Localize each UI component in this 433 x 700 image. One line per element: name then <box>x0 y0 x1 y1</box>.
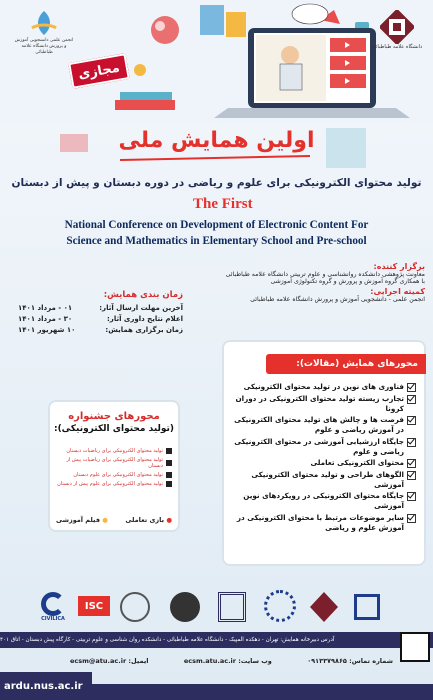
footer-address-bar <box>0 632 433 648</box>
exec-committee-heading: کمیته اجرایی: <box>370 287 425 296</box>
topic-text: تجارب زیسته تولید محتوای الکترونیکی در دوران کرونا <box>235 393 404 413</box>
organizers-line1: معاونت پژوهشی دانشکده روانشناسی و علوم تربیتی دانشگاه علامه طباطبائی <box>225 271 425 278</box>
topic-item <box>232 513 416 533</box>
topics-heading: محورهای همایش (مقالات): <box>266 354 426 374</box>
schedule-block <box>18 290 183 336</box>
dot-icon: ● <box>99 516 108 524</box>
footer-address: آدرس دبیرخانه همایش: تهران - دهکده المپیک - دانشگاه علامه طباطبائی - دانشکده روان شناسی و علوم تربیتی - کارگاه پیش دبستان - اتاق ۴۰۱ <box>0 637 335 643</box>
schedule-row <box>18 303 183 314</box>
festival-text: تولید محتوای الکترونیکی برای علوم دبستان <box>73 472 163 478</box>
topics-panel <box>222 340 426 566</box>
topic-text: محتوای الکترونیکی تعاملی <box>310 458 404 467</box>
partner-logo-icon <box>264 590 296 622</box>
phone-block <box>307 657 393 665</box>
main-title: اولین همایش ملی <box>118 128 315 153</box>
festival-heading <box>50 410 178 436</box>
checkbox-icon <box>407 438 416 447</box>
schedule-row-label: اعلام نتایج داوری آثار: <box>107 315 183 323</box>
topic-item <box>232 458 416 468</box>
bullet-icon <box>166 448 172 454</box>
festival-text: تولید محتوای الکترونیکی برای ریاضیات پیش از دبستان <box>66 457 163 469</box>
civilica-logo <box>38 592 68 622</box>
topic-item <box>232 491 416 511</box>
dot-icon: ● <box>164 516 172 524</box>
left-logo-text: انجمن علمی دانشجویی آموزش و پرورش دانشگاه علامه طباطبائی <box>14 38 74 55</box>
tag-film-label: فیلم آموزشی <box>56 516 100 524</box>
qr-code-icon <box>400 632 430 662</box>
isc-logo: ISC <box>78 596 110 616</box>
schedule-row-label: زمان برگزاری همایش: <box>105 326 183 334</box>
topics-list <box>232 382 416 533</box>
schedule-heading: زمان بندی همایش: <box>103 290 183 300</box>
civilica-label: CIVILICA <box>41 616 65 622</box>
festival-text: تولید محتوای الکترونیکی برای ریاضیات دبستان <box>66 448 163 454</box>
schedule-row-value: ۱۰ شهریور ۱۴۰۱ <box>18 326 76 334</box>
bullet-icon <box>166 472 172 478</box>
phone-value: ۰۹۱۳۳۷۹۸۶۵ <box>307 657 347 665</box>
topic-item <box>232 415 416 435</box>
topic-item <box>232 382 416 392</box>
exec-committee-line: انجمن علمی - دانشجویی آموزش و پرورش دانشگاه علامه طباطبائی <box>250 296 425 303</box>
schedule-row-value: ۰۱ - مرداد ۱۴۰۱ <box>18 304 73 312</box>
left-logo <box>14 8 74 56</box>
checkbox-icon <box>407 492 416 501</box>
civilica-icon <box>41 592 65 616</box>
right-logo-text: دانشگاه علامه طباطبائی <box>371 44 423 50</box>
watermark: ardu.nus.ac.ir <box>0 672 92 700</box>
email-block[interactable] <box>70 657 149 665</box>
checkbox-icon <box>407 459 416 468</box>
partner-logo-icon <box>120 592 150 622</box>
checkbox-icon <box>407 395 416 404</box>
title-en-first: The First <box>193 196 253 212</box>
festival-text: تولید محتوای الکترونیکی برای علوم پیش از دبستان <box>57 481 163 487</box>
schedule-row-label: آخرین مهلت ارسال آثار: <box>99 304 183 312</box>
partner-logo-icon <box>354 594 380 620</box>
festival-item <box>56 472 172 478</box>
festival-item <box>56 448 172 454</box>
email-label: ایمیل: <box>128 657 149 665</box>
topic-text: الگوهای طراحی و تولید محتوای الکترونیکی آموزشی <box>251 469 404 489</box>
website-block[interactable] <box>184 657 272 665</box>
festival-list <box>56 448 172 487</box>
virtual-badge: مجازی <box>68 53 130 89</box>
festival-heading-line2: (تولید محتوای الکترونیکی): <box>53 424 175 434</box>
checkbox-icon <box>407 514 416 523</box>
partner-logo-icon <box>310 592 338 622</box>
festival-heading-line1: محورهای جشنواره <box>68 411 160 422</box>
checkbox-icon <box>407 471 416 480</box>
email-link[interactable]: ecsm@atu.ac.ir <box>70 657 127 665</box>
organizers-line2: با همکاری گروه آموزش و پرورش و گروه تکنولوژی آموزشی <box>270 278 425 285</box>
phone-label: شماره تماس: <box>349 657 393 665</box>
organizers-block <box>170 262 425 303</box>
tag-film <box>56 516 108 524</box>
society-logo-icon <box>24 8 64 38</box>
website-link[interactable]: ecsm.atu.ac.ir <box>183 657 236 665</box>
festival-item <box>56 457 172 469</box>
topic-item <box>232 437 416 457</box>
festival-item <box>56 481 172 487</box>
checkbox-icon <box>407 416 416 425</box>
festival-panel <box>48 400 180 532</box>
title-en-line1: National Conference on Development of Electronic Content For <box>64 219 369 231</box>
topic-text: جایگاه ارزشیابی آموزشی در محتوای الکترونیکی ریاضی و علوم <box>234 436 404 456</box>
subtitle-fa: تولید محتوای الکترونیکی برای علوم و ریاضی در دوره دبستان و پیش از دبستان <box>11 177 422 189</box>
website-label: وب سایت: <box>238 657 272 665</box>
topic-text: سایر موضوعات مرتبط با محتوای الکترونیکی در آموزش علوم و ریاضی <box>236 512 404 532</box>
organizers-heading: برگزار کننده: <box>373 262 425 271</box>
schedule-row <box>18 325 183 336</box>
topic-item <box>232 470 416 490</box>
schedule-row <box>18 314 183 325</box>
partner-logo-icon <box>170 592 200 622</box>
right-logo <box>368 10 426 50</box>
topic-text: فرصت ها و چالش های تولید محتوای الکترونیکی در آموزش ریاضی و علوم <box>234 415 404 434</box>
university-emblem-icon <box>380 10 414 44</box>
contact-row <box>70 654 393 668</box>
topic-text: فناوری های نوین در تولید محتوای الکترونیکی <box>243 382 404 391</box>
topic-item <box>232 394 416 414</box>
bullet-icon <box>166 481 172 487</box>
bullet-icon <box>166 460 172 466</box>
schedule-row-value: ۳۰ - مرداد ۱۴۰۱ <box>18 315 73 323</box>
festival-tags <box>56 516 172 524</box>
partner-logos <box>0 588 433 628</box>
topic-text: جایگاه محتوای الکترونیکی در رویکردهای نوین آموزشی <box>243 491 404 510</box>
title-en-line2: Science and Mathematics in Elementary School and Pre-school <box>66 235 367 247</box>
checkbox-icon <box>407 383 416 392</box>
partner-logo-icon <box>218 592 246 622</box>
tag-game <box>125 516 172 524</box>
tag-game-label: بازی تعاملی <box>125 516 165 524</box>
